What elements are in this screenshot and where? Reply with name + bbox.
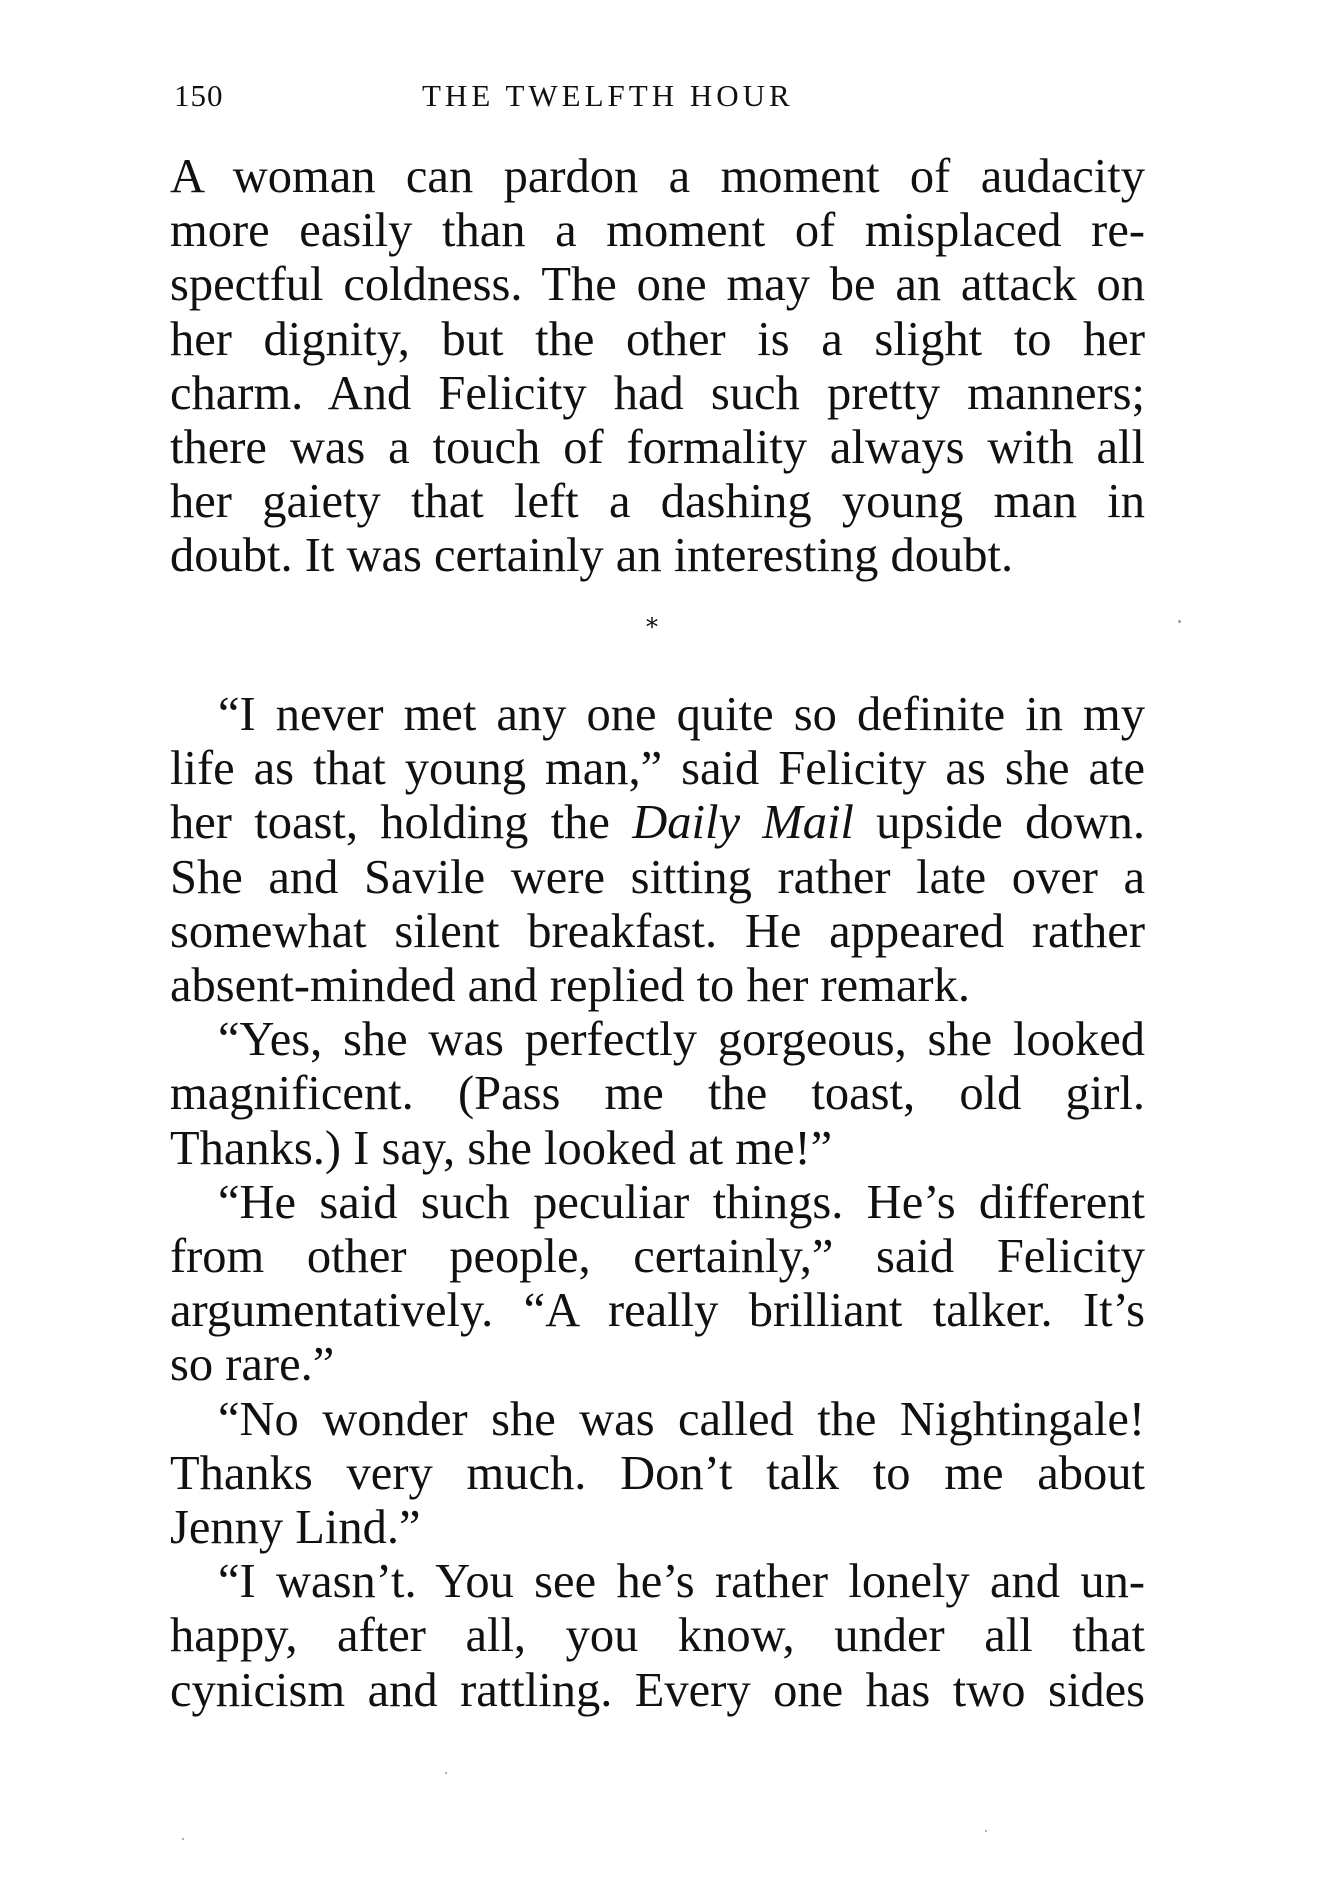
paragraph-1 [170,150,1145,584]
text-line: magnificent. (Pass me the toast, old girl. [170,1067,1145,1121]
scan-speck [985,1830,987,1832]
text-line: She and Savile were sitting rather late over a [170,850,1145,904]
text-line: charm. And Felicity had such pretty manners; [170,366,1145,420]
text-line: “I wasn’t. You see he’s rather lonely and un- [218,1555,1145,1609]
newspaper-title: Daily Mail [632,796,854,850]
text-line: her dignity, but the other is a slight to her [170,312,1145,366]
scan-speck [182,1838,184,1840]
dialogue-text [170,688,1145,1718]
text-line: absent-minded and replied to her remark. [170,959,970,1013]
text-line: life as that young man,” said Felicity as she ate [170,742,1145,796]
text-line: Thanks.) I say, she looked at me!” [170,1121,833,1175]
text-line: argumentatively. “A really brilliant talker. It’s [170,1284,1145,1338]
text-line: so rare.” [170,1338,335,1392]
page-number: 150 [174,78,224,113]
text-line: spectful coldness. The one may be an attack on [170,258,1145,312]
text-line: her gaiety that left a dashing young man in [170,475,1145,529]
text-line: “He said such peculiar things. He’s different [218,1175,1145,1229]
text-line: Jenny Lind.” [170,1501,421,1555]
text-line-with-italic [170,796,1145,850]
text-line: “I never met any one quite so definite in my [218,688,1145,741]
text-line: A woman can pardon a moment of audacity [170,150,1145,203]
page-header [170,78,1145,128]
text-line: somewhat silent breakfast. He appeared rather [170,904,1145,958]
text-line: cynicism and rattling. Every one has two sides [170,1663,1145,1717]
text-line: there was a touch of formality always with all [170,421,1145,475]
text-line: more easily than a moment of misplaced re- [170,204,1145,258]
text-segment: upside down. [853,796,1145,850]
text-line: Thanks very much. Don’t talk to me about [170,1446,1145,1500]
section-separator: * [646,613,658,641]
text-line: “Yes, she was perfectly gorgeous, she looked [218,1013,1145,1067]
text-line: doubt. It was certainly an interesting doubt. [170,529,1014,583]
text-line: happy, after all, you know, under all that [170,1609,1145,1663]
text-segment: her toast, holding the [170,796,633,850]
running-title: THE TWELFTH HOUR [422,78,794,113]
text-line: “No wonder she was called the Nightingale! [218,1392,1145,1446]
text-line: from other people, certainly,” said Felicity [170,1230,1145,1284]
scan-speck [1178,620,1181,623]
scan-speck [445,1772,447,1774]
